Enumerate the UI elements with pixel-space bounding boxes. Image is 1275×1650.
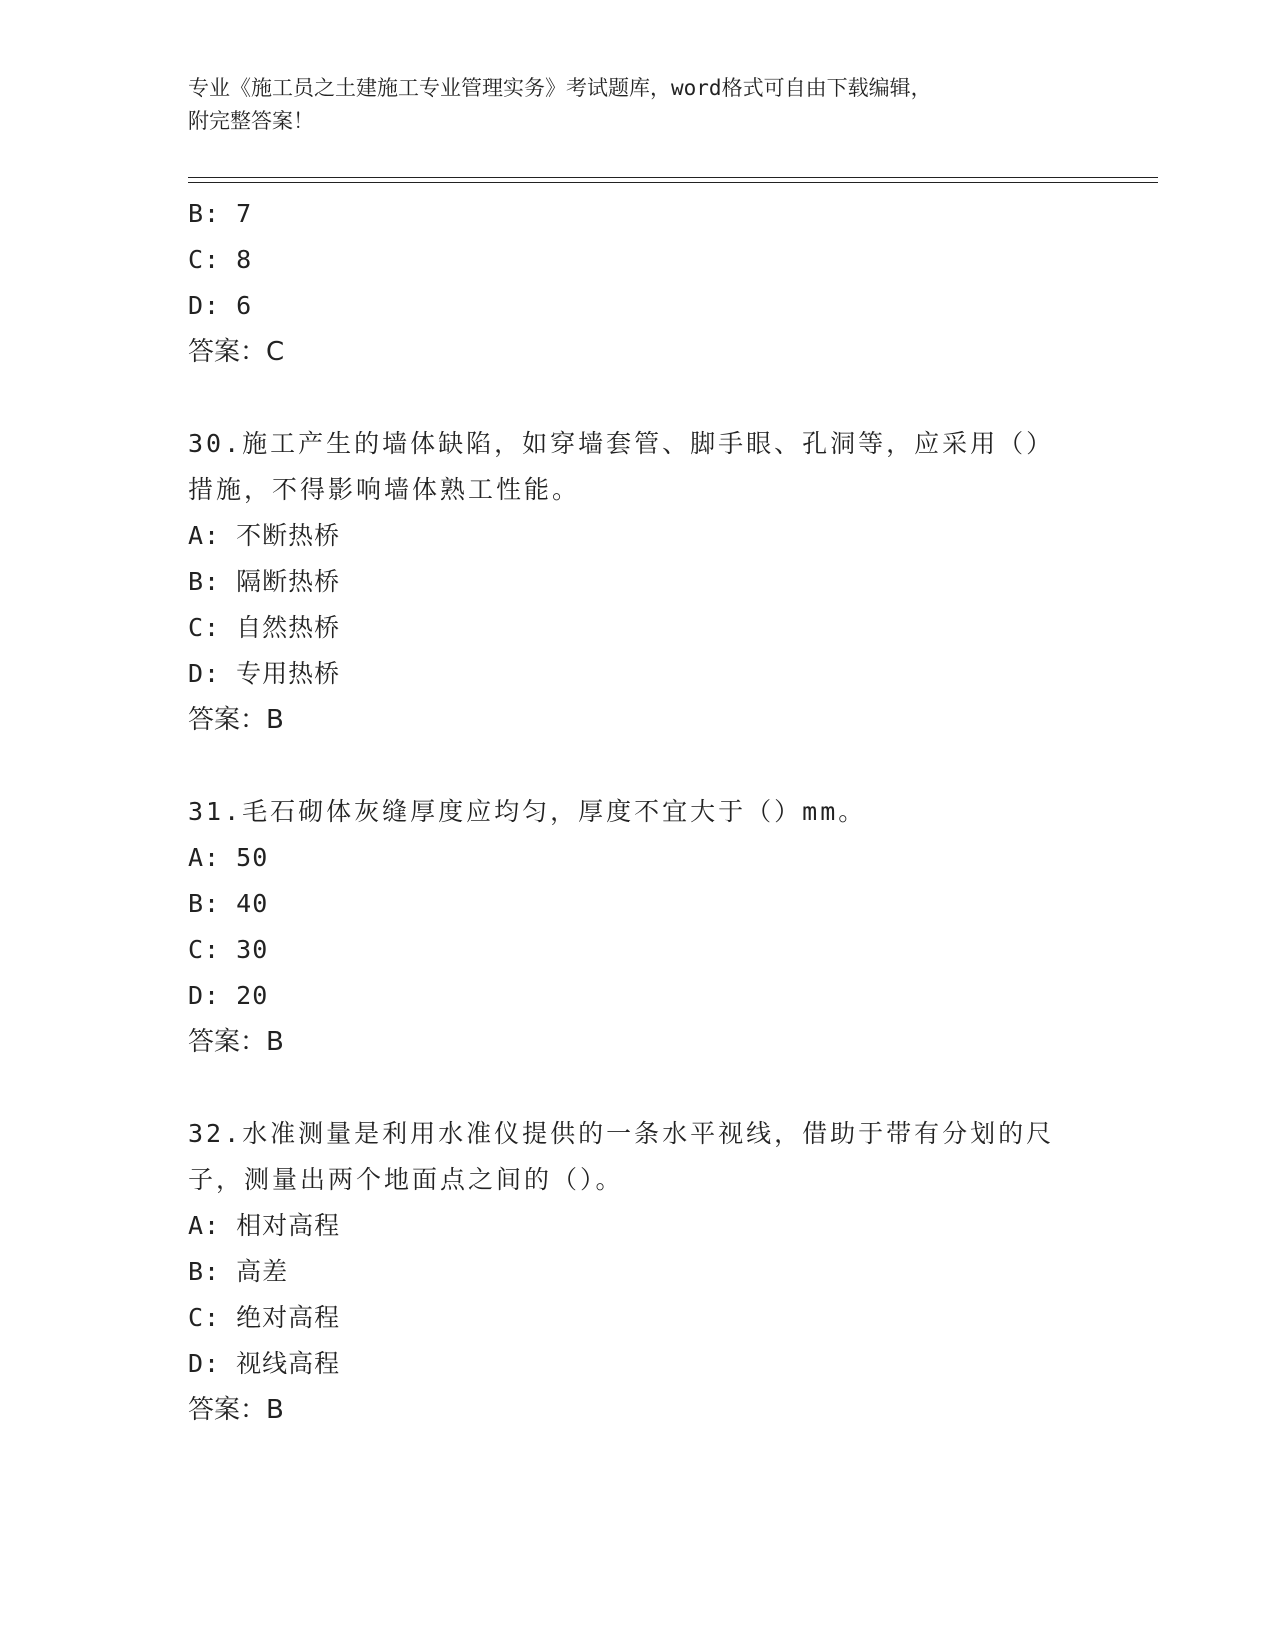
option-a: A: 50 <box>188 843 269 872</box>
question-32 <box>188 1111 1088 1433</box>
option-b: B: 40 <box>188 889 269 918</box>
question-text-line-1: 31.毛石砌体灰缝厚度应均匀，厚度不宜大于（）mm。 <box>188 797 867 826</box>
option-a: A: 相对高程 <box>188 1211 341 1240</box>
option-c: C: 8 <box>188 245 253 274</box>
option-a: A: 不断热桥 <box>188 521 341 550</box>
spacer <box>188 1065 1088 1111</box>
option-d: D: 20 <box>188 981 269 1010</box>
question-text-line-1: 30.施工产生的墙体缺陷，如穿墙套管、脚手眼、孔洞等，应采用（） <box>188 429 1055 458</box>
question-list <box>188 191 1088 1433</box>
option-d: D: 专用热桥 <box>188 659 341 688</box>
option-d: D: 视线高程 <box>188 1349 341 1378</box>
spacer <box>188 743 1088 789</box>
option-b: B: 7 <box>188 199 253 228</box>
header-line-2: 附完整答案！ <box>188 109 314 133</box>
option-c: C: 30 <box>188 935 269 964</box>
answer-line: 答案：B <box>188 1027 284 1057</box>
option-c: C: 自然热桥 <box>188 613 341 642</box>
answer-line: 答案：C <box>188 337 285 367</box>
header-divider-bottom <box>188 182 1158 183</box>
answer-line: 答案：B <box>188 705 284 735</box>
option-b: B: 高差 <box>188 1257 289 1286</box>
question-text-line-2: 子，测量出两个地面点之间的（）。 <box>188 1165 624 1194</box>
answer-line: 答案：B <box>188 1395 284 1425</box>
header-divider-top <box>188 177 1158 178</box>
option-b: B: 隔断热桥 <box>188 567 341 596</box>
question-text-line-2: 措施，不得影响墙体熟工性能。 <box>188 475 581 504</box>
question-text-line-1: 32.水准测量是利用水准仪提供的一条水平视线，借助于带有分划的尺 <box>188 1119 1055 1148</box>
question-30 <box>188 421 1088 743</box>
question-block-continued <box>188 191 1088 375</box>
document-header <box>188 72 1088 138</box>
spacer <box>188 375 1088 421</box>
option-c: C: 绝对高程 <box>188 1303 341 1332</box>
option-d: D: 6 <box>188 291 253 320</box>
header-line-1: 专业《施工员之土建施工专业管理实务》考试题库，word格式可自由下载编辑， <box>188 76 932 100</box>
question-31 <box>188 789 1088 1065</box>
